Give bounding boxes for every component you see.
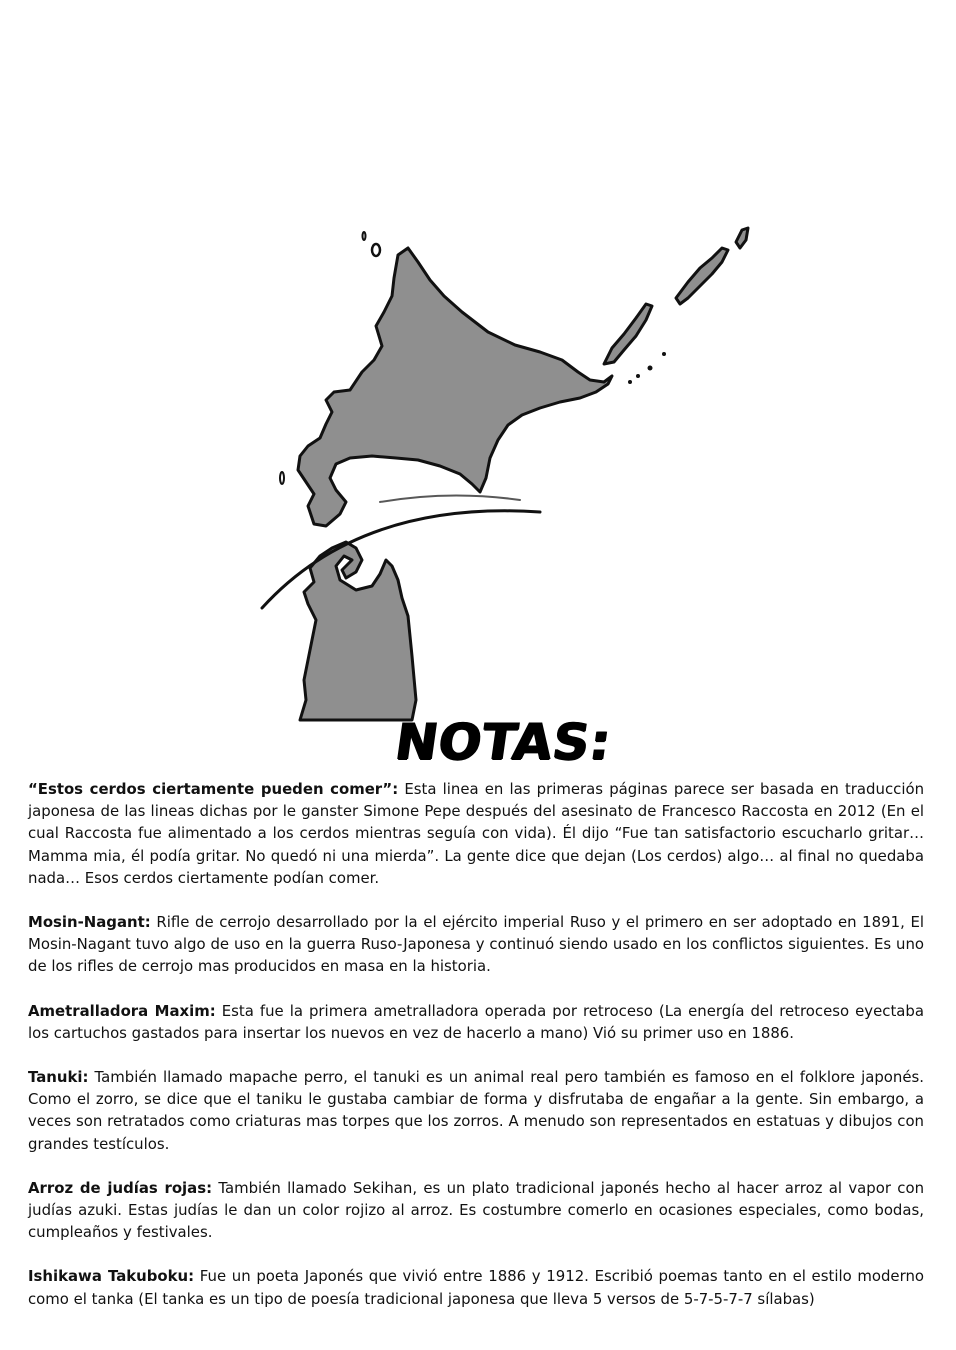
notes-section [28, 778, 924, 1332]
note-text: Fue un poeta Japonés que vivió entre 1886 y 1912. Escribió poemas tanto en el estilo moderno como el tanka (El tanka es un tipo de poesía tradicional japonesa que lleva 5 versos de 5-7-5-7-7 sílabas) [28, 1267, 925, 1308]
note-item [28, 778, 924, 889]
rishiri-islet [372, 244, 380, 256]
note-term: Ametralladora Maxim: [28, 1001, 216, 1020]
note-text: Rifle de cerrojo desarrollado por la el ejército imperial Ruso y el primero en ser adoptado en 1891, El Mosin-Nagant tuvo algo de uso en la guerra Ruso-Japonesa y continuó siendo usado en los conflictos siguientes. Es uno de los rifles de cerrojo mas producidos en masa en la historia. [28, 913, 924, 976]
note-item [28, 911, 924, 978]
habomai-islet-1 [628, 380, 632, 384]
kuril-island-1 [604, 304, 652, 364]
note-item [28, 1066, 924, 1155]
note-term: Mosin-Nagant: [28, 913, 151, 932]
note-item [28, 1000, 924, 1044]
note-item [28, 1177, 924, 1244]
habomai-islet-3 [648, 366, 653, 371]
kuril-island-3 [736, 228, 748, 248]
note-item [28, 1265, 924, 1309]
rebun-islet [363, 232, 366, 240]
note-term: Arroz de judías rojas: [28, 1178, 213, 1197]
kuril-island-2 [676, 248, 728, 304]
note-text: También llamado Sekihan, es un plato tradicional japonés hecho al hacer arroz al vapor con judías azuki. Estas judías le dan un color rojizo al arroz. Es costumbre comerlo en ocasiones especiales, como bodas, cumpleaños y festivales. [28, 1178, 925, 1242]
page-title: NOTAS: [391, 713, 616, 771]
note-text: Esta fue la primera ametralladora operada por retroceso (La energía del retroceso eyectaba los cartuchos gastados para insertar los nuevos en vez de hacerlo a mano) Vió su primer uso en 1886. [28, 1001, 925, 1042]
note-term: Tanuki: [28, 1068, 89, 1087]
note-term: “Estos cerdos ciertamente pueden comer”: [28, 780, 399, 798]
hokkaido-island [298, 248, 612, 526]
note-term: Ishikawa Takuboku: [28, 1267, 195, 1286]
habomai-islet-2 [636, 374, 640, 378]
okushiri-islet [280, 472, 284, 484]
honshu-island [300, 542, 416, 720]
note-text: Esta linea en las primeras páginas parece ser basada en traducción japonesa de las lineas dichas por le ganster Simone Pepe después del asesinato de Francesco Raccosta en 2012 (En el cual Raccosta fue alimentado a los cerdos mientras seguía con vida). Él dijo “Fue tan satisfactorio escucharlo gritar… Mamma mia, él podía gritar. No quedó ni una mierda”. La gente dice que dejan (Los cerdos) algo… al final no quedaba nada… Esos cerdos ciertamente podían comer. [28, 780, 925, 887]
note-text: También llamado mapache perro, el tanuki es un animal real pero también es famoso en el folklore japonés. Como el zorro, se dice que el taniku le gustaba cambiar de forma y disfrutaba de engañar a la gente. Sin embargo, a veces son retratados como criaturas mas torpes que los zorros. A menudo son representados en estatuas y dibujos con grandes testículos. [28, 1068, 925, 1153]
japan-map-illustration [250, 220, 750, 730]
habomai-islet-4 [662, 352, 666, 356]
arc-accent [380, 495, 520, 502]
